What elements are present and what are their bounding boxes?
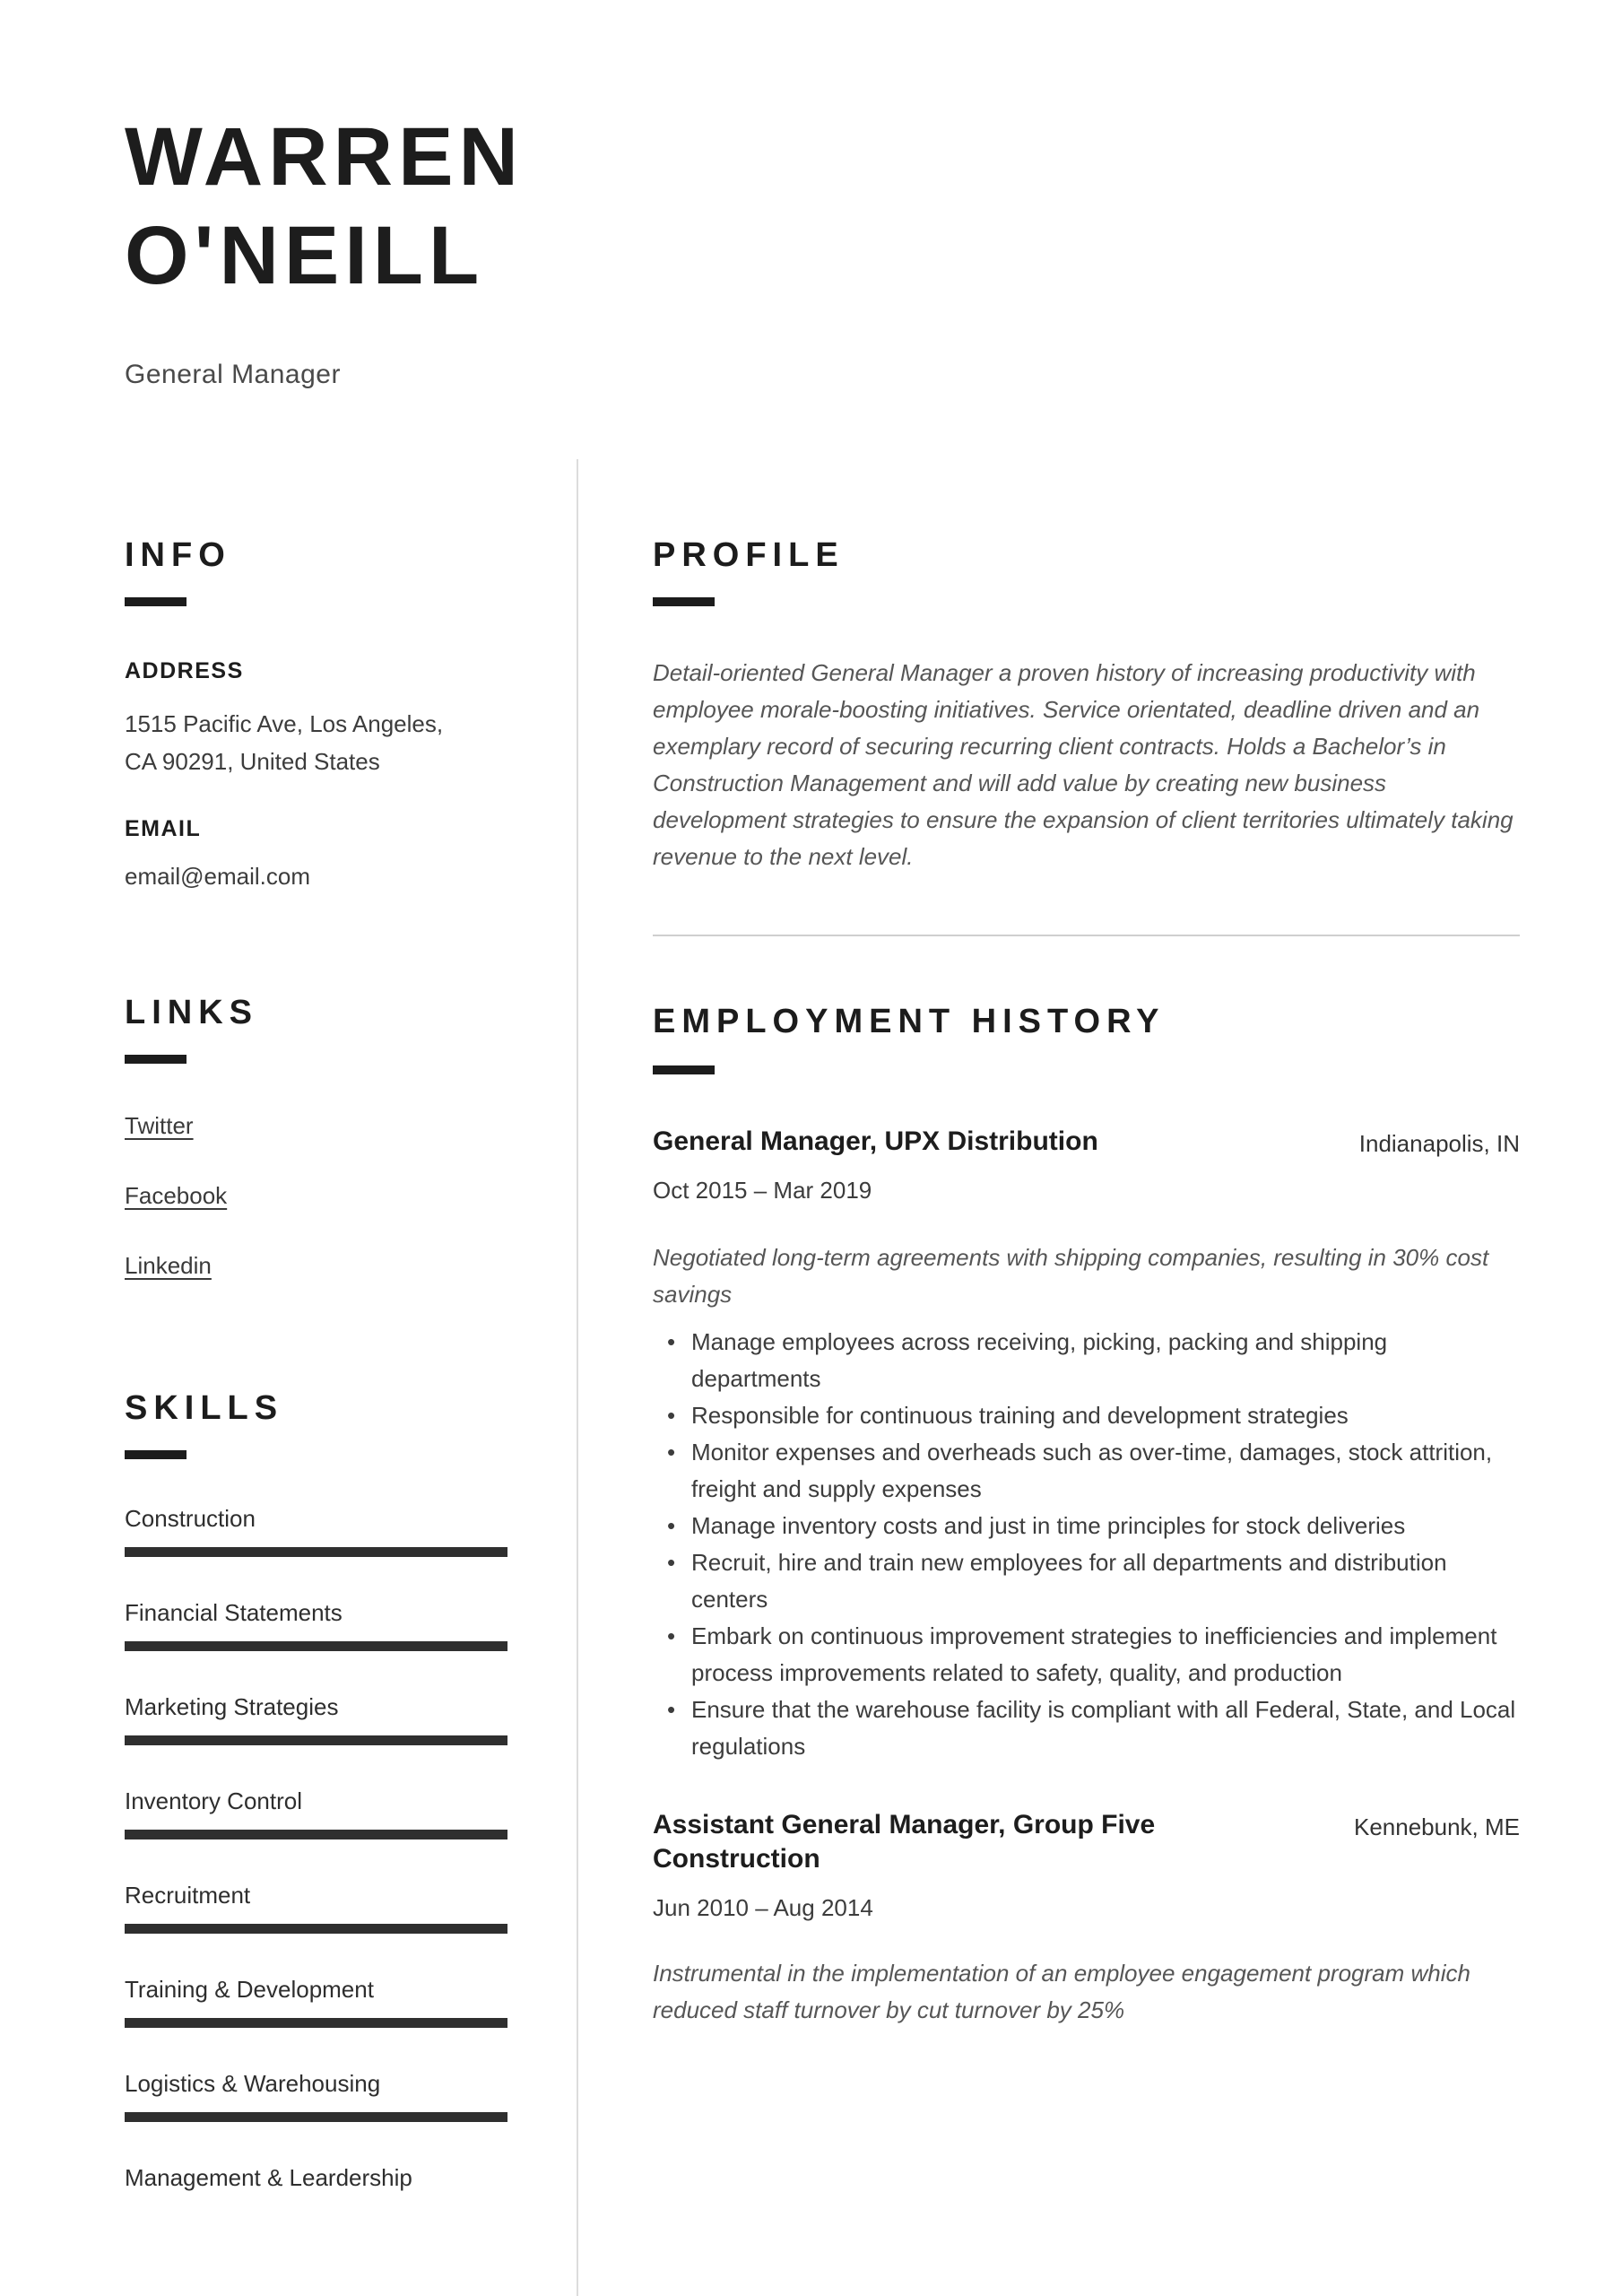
link-twitter[interactable]: Twitter xyxy=(125,1112,194,1139)
left-column xyxy=(125,459,578,2296)
job-summary: Negotiated long-term agreements with shipping companies, resulting in 30% cost savings xyxy=(653,1244,1489,1308)
job-bullet: • Embark on continuous improvement strategies to inefficiencies and implement process improvements related to safety, quality, and production xyxy=(653,1618,1520,1692)
job-bullet-list xyxy=(653,1324,1520,1765)
profile-heading-bar xyxy=(653,597,715,606)
link-linkedin[interactable]: Linkedin xyxy=(125,1252,212,1279)
skill-level-bar xyxy=(125,1547,507,1557)
job-entry xyxy=(653,1808,1520,2029)
job-entry xyxy=(653,1125,1520,1765)
skill-item xyxy=(125,1598,507,1651)
skill-level-bar xyxy=(125,2112,507,2122)
skill-label: Logistics & Warehousing xyxy=(125,2070,381,2097)
skill-label: Recruitment xyxy=(125,1882,251,1909)
email-label: EMAIL xyxy=(125,816,202,841)
job-bullet: • Ensure that the warehouse facility is compliant with all Federal, State, and Local regulations xyxy=(653,1692,1520,1765)
job-title: General Manager, UPX Distribution xyxy=(653,1126,1098,1156)
candidate-name xyxy=(125,108,1497,305)
skill-label: Marketing Strategies xyxy=(125,1693,339,1720)
profile-heading: PROFILE xyxy=(653,536,845,574)
skill-level-bar xyxy=(125,2018,507,2028)
skills-heading: SKILLS xyxy=(125,1389,284,1427)
candidate-name-line1: WARREN xyxy=(125,111,524,203)
job-header xyxy=(653,1125,1520,1159)
job-bullet: • Manage employees across receiving, picking, packing and shipping departments xyxy=(653,1324,1520,1397)
email-value: email@email.com xyxy=(125,863,310,890)
links-heading: LINKS xyxy=(125,994,258,1031)
skill-label: Management & Leardership xyxy=(125,2164,412,2191)
address-line1: 1515 Pacific Ave, Los Angeles, xyxy=(125,710,444,737)
skill-label: Training & Development xyxy=(125,1976,374,2003)
job-summary: Instrumental in the implementation of an employee engagement program which reduced staff turnover by cut turnover by 25% xyxy=(653,1960,1470,2023)
links-list xyxy=(125,1110,507,1281)
skill-item xyxy=(125,2163,507,2192)
skill-item xyxy=(125,1881,507,1934)
employment-heading: EMPLOYMENT HISTORY xyxy=(653,1003,1166,1040)
skill-label: Inventory Control xyxy=(125,1787,302,1814)
skill-item xyxy=(125,1787,507,1839)
link-facebook[interactable]: Facebook xyxy=(125,1182,228,1209)
skills-list xyxy=(125,1504,507,2192)
right-column xyxy=(578,459,1520,2296)
job-header xyxy=(653,1808,1520,1876)
job-dates: Oct 2015 – Mar 2019 xyxy=(653,1177,872,1204)
skill-level-bar xyxy=(125,1830,507,1839)
skill-item xyxy=(125,1975,507,2028)
links-heading-bar xyxy=(125,1055,186,1064)
address-value xyxy=(125,705,507,780)
info-heading: INFO xyxy=(125,536,231,574)
job-location: Kennebunk, ME xyxy=(1353,1813,1520,1840)
profile-summary: Detail-oriented General Manager a proven history of increasing productivity with employee morale-boosting initiatives. Service orientated, deadline driven and an exemplary record of securing recurring client contracts. Holds a Bachelor’s in Construction Management and will add value by creating new business development strategies to ensure the expansion of client territories ultimately taking revenue to the next level. xyxy=(653,659,1514,870)
skill-item xyxy=(125,2069,507,2122)
resume-header xyxy=(0,0,1622,391)
skill-level-bar xyxy=(125,1735,507,1745)
candidate-name-line2: O'NEILL xyxy=(125,210,485,301)
candidate-job-title: General Manager xyxy=(125,360,341,389)
address-line2: CA 90291, United States xyxy=(125,748,380,775)
info-heading-bar xyxy=(125,597,186,606)
employment-heading-bar xyxy=(653,1065,715,1074)
skill-level-bar xyxy=(125,1641,507,1651)
job-title: Assistant General Manager, Group Five Construction xyxy=(653,1810,1156,1874)
job-bullet: • Responsible for continuous training and development strategies xyxy=(653,1397,1520,1434)
section-divider xyxy=(653,935,1520,936)
job-bullet: • Monitor expenses and overheads such as over-time, damages, stock attrition, freight and supply expenses xyxy=(653,1434,1520,1508)
resume-body xyxy=(0,459,1622,2296)
skill-item xyxy=(125,1692,507,1745)
job-bullet: • Manage inventory costs and just in time principles for stock deliveries xyxy=(653,1508,1520,1544)
job-location: Indianapolis, IN xyxy=(1358,1130,1520,1157)
address-label: ADDRESS xyxy=(125,658,244,683)
skill-label: Construction xyxy=(125,1505,256,1532)
skills-heading-bar xyxy=(125,1450,186,1459)
skill-item xyxy=(125,1504,507,1557)
job-dates: Jun 2010 – Aug 2014 xyxy=(653,1894,873,1921)
skill-level-bar xyxy=(125,1924,507,1934)
job-bullet: • Recruit, hire and train new employees for all departments and distribution centers xyxy=(653,1544,1520,1618)
skill-label: Financial Statements xyxy=(125,1599,343,1626)
